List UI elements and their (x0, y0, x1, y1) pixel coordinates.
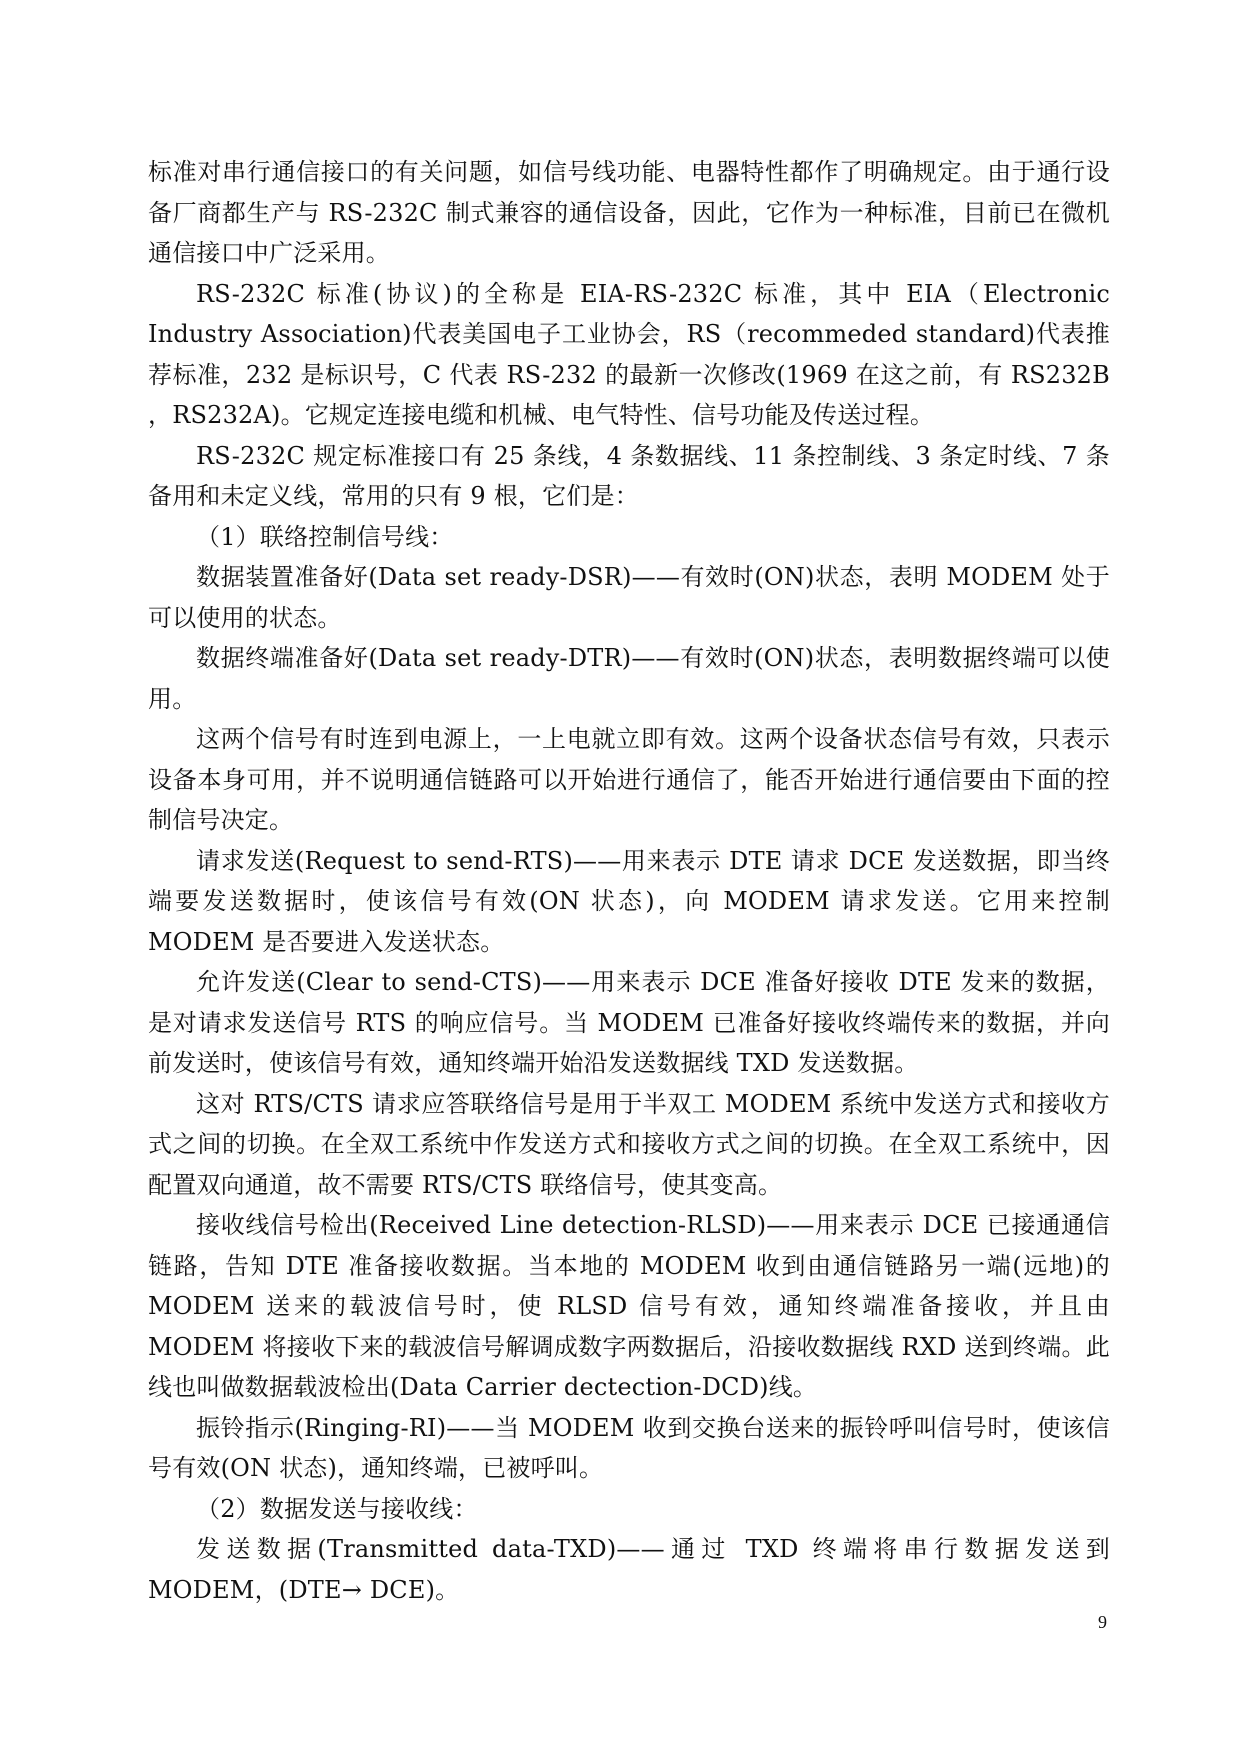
paragraph: RS-232C 标准(协议)的全称是 EIA-RS-232C 标准，其中 EIA（Electronic Industry Association)代表美国电子工业协会，RS（recommeded standard)代表推荐标准，232 是标识号，C 代表 RS-232 的最新一次修改(1969 在这之前，有 RS232B ，RS232A)。它规定连接电缆和机械、电气特性、信号功能及传送过程。 (148, 279, 1110, 429)
paragraph: RS-232C 规定标准接口有 25 条线，4 条数据线、11 条控制线、3 条定时线、7 条备用和未定义线，常用的只有 9 根，它们是： (148, 441, 1110, 510)
body-text (148, 152, 1110, 1610)
page-number: 9 (1098, 1612, 1107, 1632)
paragraph: 振铃指示(Ringing-RI)——当 MODEM 收到交换台送来的振铃呼叫信号时，使该信号有效(ON 状态)，通知终端，已被呼叫。 (148, 1413, 1110, 1482)
paragraph: 发送数据(Transmitted data-TXD)——通过 TXD 终端将串行数据发送到 MODEM，(DTE→ DCE)。 (148, 1535, 1110, 1604)
section-heading: （1）联络控制信号线： (196, 522, 454, 551)
section-heading: （2）数据发送与接收线： (196, 1494, 478, 1523)
paragraph: 这两个信号有时连到电源上，一上电就立即有效。这两个设备状态信号有效，只表示设备本身可用，并不说明通信链路可以开始进行通信了，能否开始进行通信要由下面的控制信号决定。 (148, 725, 1110, 834)
paragraph: 请求发送(Request to send-RTS)——用来表示 DTE 请求 DCE 发送数据，即当终端要发送数据时，使该信号有效(ON 状态)，向 MODEM 请求发送。它用来控制 MODEM 是否要进入发送状态。 (148, 846, 1110, 956)
paragraph: 这对 RTS/CTS 请求应答联络信号是用于半双工 MODEM 系统中发送方式和接收方式之间的切换。在全双工系统中作发送方式和接收方式之间的切换。在全双工系统中，因配置双向通道，故不需要 RTS/CTS 联络信号，使其变高。 (148, 1089, 1110, 1199)
paragraph: 允许发送(Clear to send-CTS)——用来表示 DCE 准备好接收 DTE 发来的数据，是对请求发送信号 RTS 的响应信号。当 MODEM 已准备好接收终端传来的数据，并向前发送时，使该信号有效，通知终端开始沿发送数据线 TXD 发送数据。 (148, 968, 1110, 1077)
paragraph: 数据终端准备好(Data set ready-DTR)——有效时(ON)状态，表明数据终端可以使用。 (148, 644, 1110, 713)
paragraph: 数据装置准备好(Data set ready-DSR)——有效时(ON)状态，表明 MODEM 处于可以使用的状态。 (148, 563, 1110, 632)
paragraph: 标准对串行通信接口的有关问题，如信号线功能、电器特性都作了明确规定。由于通行设备厂商都生产与 RS-232C 制式兼容的通信设备，因此，它作为一种标准，目前已在微机通信接口中广泛采用。 (148, 158, 1110, 267)
paragraph: 接收线信号检出(Received Line detection-RLSD)——用来表示 DCE 已接通通信链路，告知 DTE 准备接收数据。当本地的 MODEM 收到由通信链路另一端(远地)的 MODEM 送来的载波信号时，使 RLSD 信号有效，通知终端准备接收，并且由 MODEM 将接收下来的载波信号解调成数字两数据后，沿接收数据线 RXD 送到终端。此线也叫做数据载波检出(Data Carrier dectection-DCD)线。 (148, 1211, 1110, 1401)
